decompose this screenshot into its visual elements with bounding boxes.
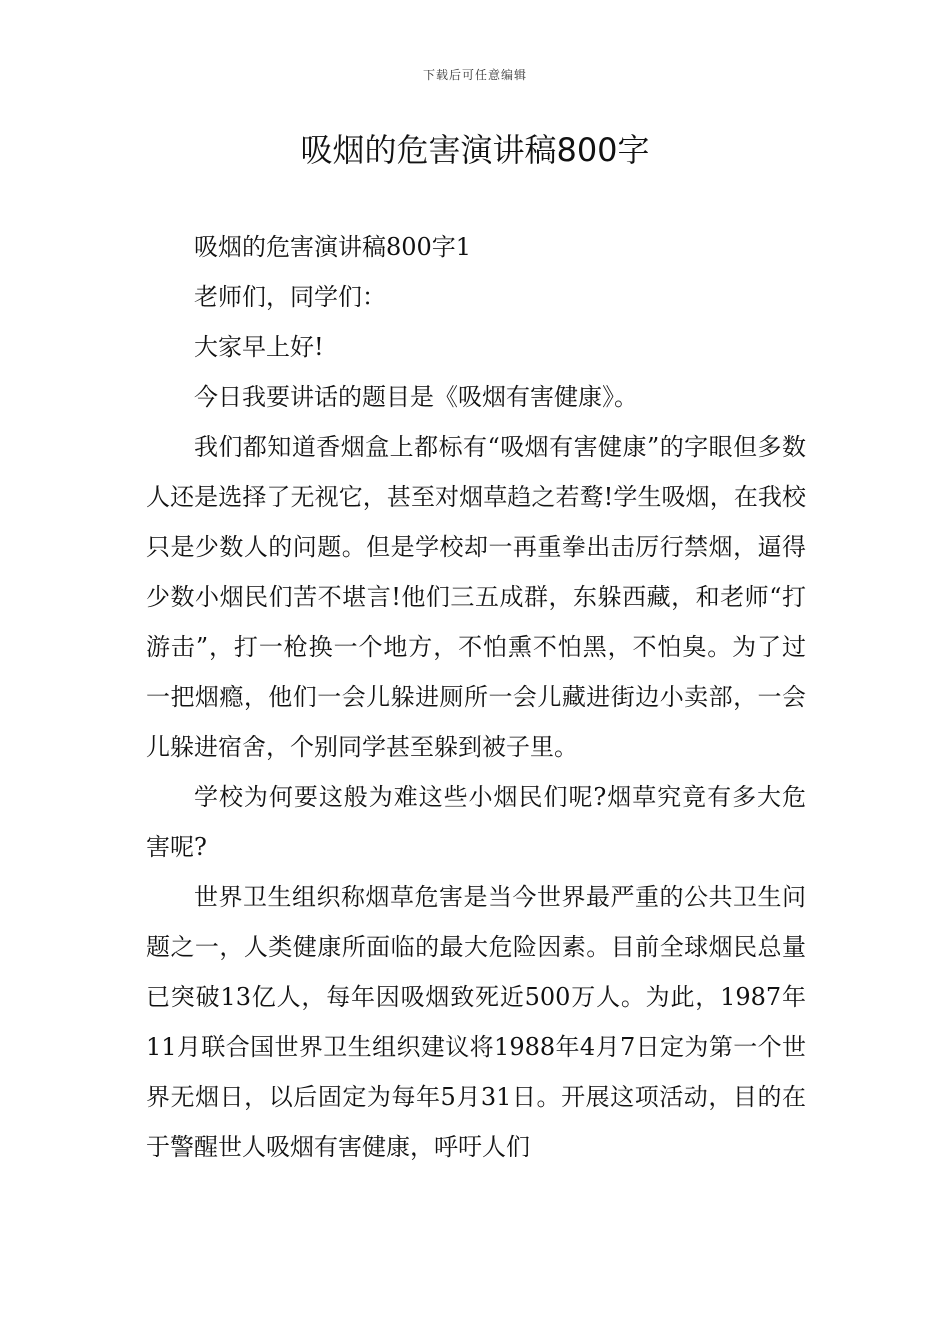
paragraph-body-3: 世界卫生组织称烟草危害是当今世界最严重的公共卫生问题之一，人类健康所面临的最大危险因素。目前全球烟民总量已突破13亿人，每年因吸烟致死近500万人。为此，1987年11月联合国世界卫生组织建议将1988年4月7日定为第一个世界无烟日，以后固定为每年5月31日。开展这项活动，目的在于警醒世人吸烟有害健康，呼吁人们 [146,883,806,1161]
document-title: 吸烟的危害演讲稿800字 [300,131,650,169]
document-body [146,222,806,1172]
paragraph-body-1: 我们都知道香烟盒上都标有“吸烟有害健康”的字眼但多数人还是选择了无视它，甚至对烟草趋之若鹜!学生吸烟，在我校只是少数人的问题。但是学校却一再重拳出击厉行禁烟，逼得少数小烟民们苦不堪言!他们三五成群，东躲西藏，和老师“打游击”，打一枪换一个地方，不怕熏不怕黑，不怕臭。为了过一把烟瘾，他们一会儿躲进厕所一会儿藏进街边小卖部，一会儿躲进宿舍，个别同学甚至躲到被子里。 [146,433,806,761]
paragraph-topic: 今日我要讲话的题目是《吸烟有害健康》。 [194,383,638,411]
header-note: 下载后可任意编辑 [422,68,527,82]
paragraph-body-2: 学校为何要这般为难这些小烟民们呢?烟草究竟有多大危害呢? [146,783,806,861]
paragraph-subtitle: 吸烟的危害演讲稿800字1 [194,233,472,261]
paragraph-greeting: 大家早上好! [194,333,324,361]
paragraph-salutation: 老师们，同学们： [194,283,386,311]
